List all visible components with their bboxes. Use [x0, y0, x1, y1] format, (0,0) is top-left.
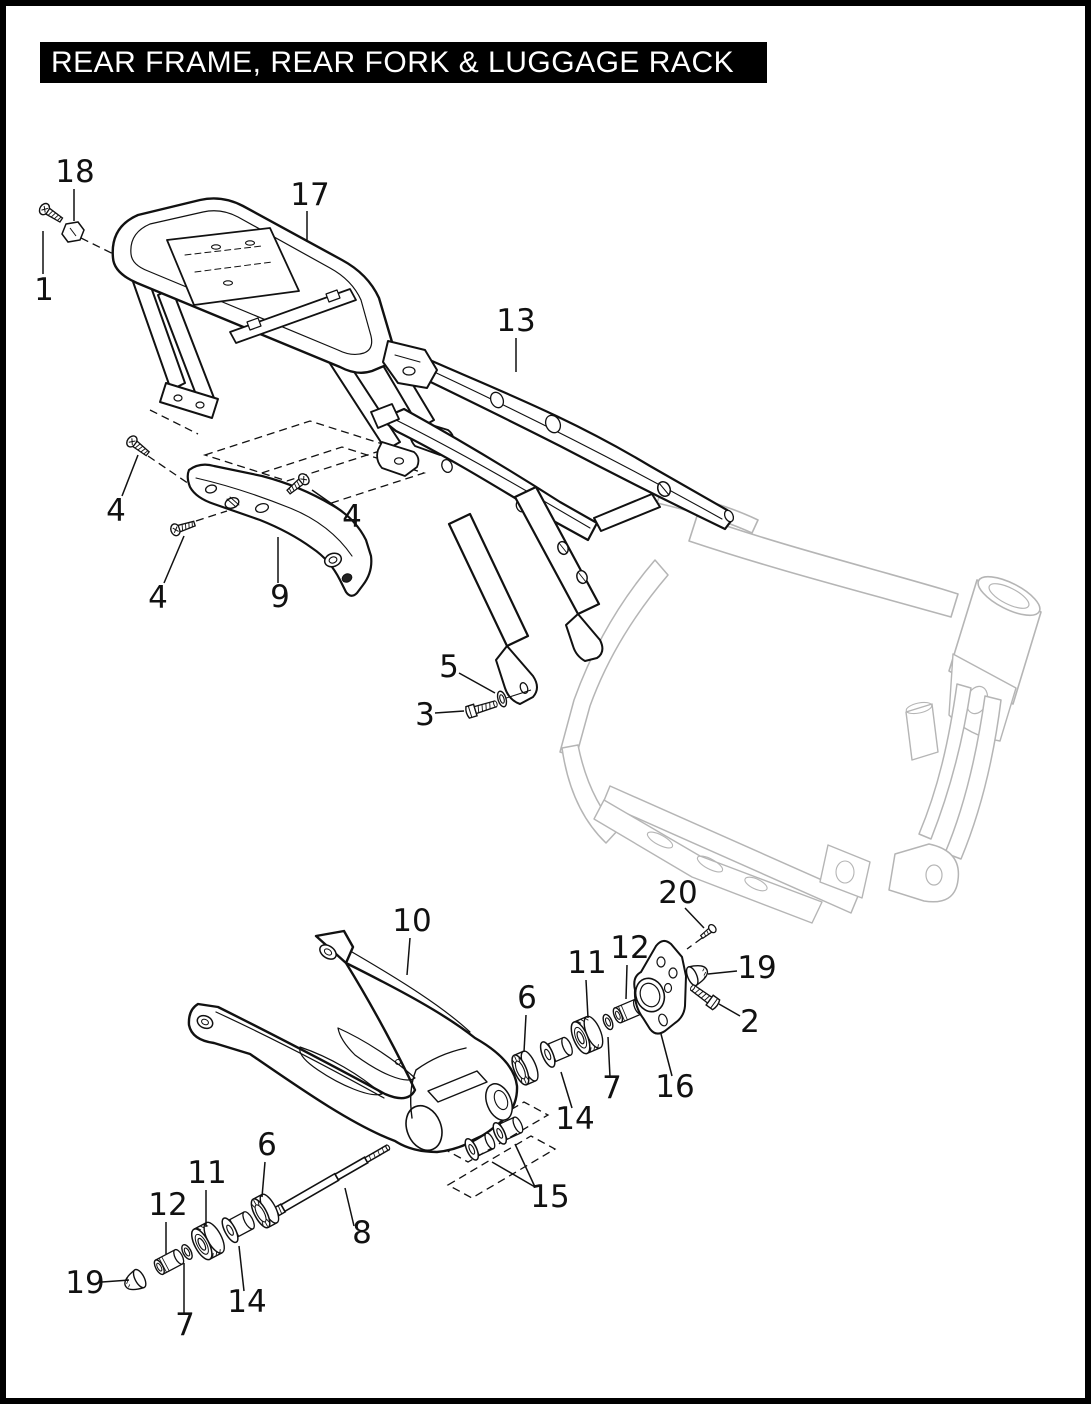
callout-label-11: 11 [567, 945, 607, 981]
callout-label-19: 19 [65, 1265, 105, 1301]
callout-label-6: 6 [257, 1127, 277, 1163]
callout-label-9: 9 [270, 579, 290, 615]
callout-label-10: 10 [392, 903, 432, 939]
title-bar [40, 42, 767, 83]
callout-label-3: 3 [415, 697, 435, 733]
callout-leader-line [262, 1162, 265, 1197]
cap-part-19 [684, 961, 711, 987]
callout-label-14: 14 [555, 1101, 595, 1137]
callout-label-4: 4 [342, 499, 362, 535]
spacer-part-14 [538, 1032, 576, 1069]
callout-leader-line [164, 536, 184, 583]
projection-line [150, 410, 198, 434]
callout-label-4: 4 [148, 580, 168, 616]
callout-layer [34, 154, 777, 1343]
callout-label-13: 13 [496, 303, 536, 339]
callout-label-19: 19 [737, 950, 777, 986]
projection-line [196, 511, 227, 521]
rack-fasteners [37, 202, 84, 242]
callout-label-17: 17 [290, 177, 330, 213]
screw-part-1 [37, 202, 64, 225]
callout-leader-line [435, 711, 464, 713]
callout-label-11: 11 [187, 1155, 227, 1191]
callout-leader-line [407, 938, 410, 975]
locknut-part-11 [567, 1014, 606, 1057]
callout-leader-line [626, 965, 627, 999]
callout-leader-line [586, 980, 588, 1018]
page-title: REAR FRAME, REAR FORK & LUGGAGE RACK [51, 45, 735, 79]
rear-frame-part [371, 341, 735, 704]
callout-leader-line [708, 971, 737, 974]
callout-label-7: 7 [602, 1070, 622, 1106]
callout-label-20: 20 [658, 875, 698, 911]
callout-leader-line [459, 673, 495, 693]
callout-label-18: 18 [55, 154, 95, 190]
callout-label-15: 15 [530, 1179, 570, 1215]
spacer-part-14 [219, 1207, 258, 1245]
callout-leader-line [524, 1015, 526, 1052]
callout-label-2: 2 [740, 1004, 760, 1040]
callout-label-8: 8 [352, 1215, 372, 1251]
washer-part-7 [601, 1013, 615, 1031]
callout-leader-line [719, 1004, 740, 1016]
bolt-part-2 [688, 982, 721, 1010]
callout-label-1: 1 [34, 272, 54, 308]
callout-label-6: 6 [517, 980, 537, 1016]
callout-leader-line [685, 908, 704, 928]
screw-part-4 [125, 434, 152, 459]
callout-label-14: 14 [227, 1284, 267, 1320]
callout-leader-line [122, 455, 138, 496]
main-frame-ghost [560, 489, 1045, 923]
callout-label-7: 7 [175, 1307, 195, 1343]
bolt-part-3 [465, 698, 499, 719]
pivot-hardware-left [121, 1192, 282, 1295]
callout-label-4: 4 [106, 493, 126, 529]
projection-line [687, 938, 702, 949]
cap-part-19 [121, 1268, 148, 1295]
swingarm-part [189, 931, 517, 1156]
screw-part-4 [169, 518, 196, 537]
pivot-shaft-part [274, 1143, 392, 1216]
callout-label-5: 5 [439, 649, 459, 685]
spacer-part-12 [152, 1248, 185, 1276]
callout-label-12: 12 [610, 930, 650, 966]
callout-label-12: 12 [148, 1187, 188, 1223]
callout-label-16: 16 [655, 1069, 695, 1105]
